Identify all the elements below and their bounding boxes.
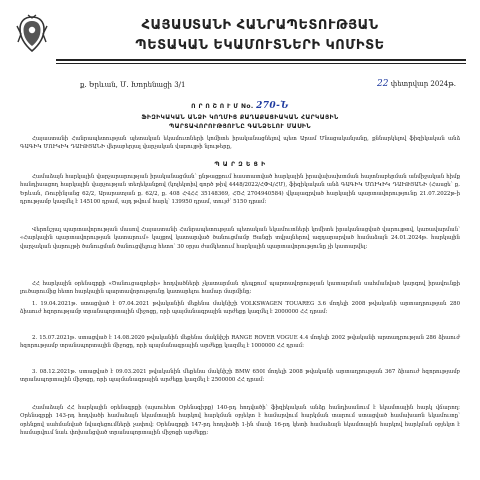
document-date	[377, 79, 456, 89]
order-title	[0, 101, 480, 111]
date-rest: փետրվար 2024թ.	[390, 80, 456, 88]
date-day-handwritten: 22	[377, 79, 389, 89]
body-paragraph: ՀՀ հարկային օրենսգրքի «Ծանուցագրերի» հոդվածների չկատարման դեպքում պարտավորության կատարման սահմանված կարգով իրավունքի լուծարումից հետո հարկային պարտավորությունը կատարելու համար մարմինը:	[20, 281, 460, 296]
decided-heading: Պ Ա Ր Զ Ե Ց Ի	[214, 161, 266, 168]
authority-committee-heading: ՊԵՏԱԿԱՆ ԵԿԱՄՈՒՏՆԵՐԻ ԿՈՄԻՏԵ	[135, 38, 385, 53]
order-subject-line-2: ՊԱՐՏԱՎՈՐՈՒԹՅՈՒՆԸ ԳԱՆՁԵԼՈՒ ՄԱՍԻՆ	[169, 123, 311, 130]
order-label: Ո Ր Ո Շ Ո Ւ Մ	[191, 103, 239, 110]
body-paragraph: Համաձայն ՀՀ հարկային օրենսգրքի (այսուհետ Օրենսգիրք) 140-րդ հոդվածի՝ ֆիզիկական անձը հանդիսանում է եկամտային հարկ վճարող: Օրենսգրքի 143-րդ հոդվածի համաձայն եկամտային հարկով հարկման օբյեկտ է համարվում հարկման տարում ստացված համախառն եկամուտը՝ օրենքով սահմանված նվազեցումների չափով: Օրենսգրքի 147-րդ հոդվածի 1-ին մասի 16-րդ կետի համաձայն եկամտային հարկով հարկման օբյեկտ է համարվում նաև փոխանցված տրանսպորտային միջոցի արժեքը:	[20, 405, 460, 437]
header-divider-thin	[56, 63, 466, 64]
vehicle-list-item: 3. 08.12.2021թ. ստացված է 09.03.2021 թվականին մեքենա մակնիշի BMW 650I մոդելի 2008 թվականի արտադրության 367 ձիաուժ հզորությամբ տրանսպորտային միջոցը, որի պայմանագրային արժեքը կազմել է 2500000 ՀՀ դրամ:	[20, 369, 460, 384]
authority-country-heading: ՀԱՅԱՍՏԱՆԻ ՀԱՆՐԱՊԵՏՈՒԹՅԱՆ	[141, 18, 379, 33]
body-paragraph: Վերոնշյալ պարտավորության մասով Հայաստանի Հանրապետության պետական եկամուտների կոմիտե իրականացված վարույթով, կառավարման՝ «Հարկային պարտավորության կատարում» կայքով կատարված ծանուցմամբ Ցանցի տվյալներով ազդարարված համաձայն 24.01.2024թ. հարկային վարչական վարույթի ծանուցման ծանուցվելուց հետո՝ 30 օրյա ժամկետում հարկային պարտավորությունը չի կատարվել:	[20, 227, 460, 250]
order-number-handwritten: 270-Ն	[256, 101, 289, 111]
intro-paragraph: Հայաստանի Հանրապետության պետական եկամուտների կոմիտե իրականացնելով պետ Արամ Մնացականյանը, քննարկելով ֆիզիկական անձ ԳԱԳԻԿ ՄՈՒԿԻԿ ԴԱՒԹՅԱՆԻ վերաբերյալ վարչական վարույթի նյութերը,	[20, 136, 460, 151]
address-text: ք. Երևան, Մ. Խորենացի 3/1	[80, 81, 186, 89]
header-divider	[56, 59, 466, 61]
body-paragraph: Համաձայն հարկային վարչարարության իրականացման՝ ընթացքում հաստատված հարկային իրավախախտման հայտնաբերման անմիջական հիմք հանդիսացող հարկային վարչության տեղեկանքով (կոլեկտիվ գործ թիվ 4448/2022/ՀՓՎ/ՀՄ), ֆիզիկական անձ ԳԱԳԻԿ ՄՈՒԿԻԿ ԴԱՒԹՅԱՆԻ (Հասցե՝ ք. Երևան, Ռուբինյանց 62/2, Արարատյան ք. 62/2, ք. 408 ՀՎՀՀ 35148369, ՀԾՀ 2704940584) վկայագրված հարկային պարտավորությունը 21.07.2022թ-ի դրությամբ կազմել է 145100 դրամ, այդ թվում հարկ՝ 139950 դրամ, տույժ՝ 5150 դրամ:	[20, 174, 460, 206]
order-number-label: No.	[240, 103, 254, 110]
coat-of-arms-emblem-icon	[14, 14, 50, 54]
order-subject-line-1: ՖԻԶԻԿԱԿԱՆ ԱՆՁԻ ԿՈՂՄԻՑ ՔԱՂԱՔԱՑԻԱԿԱՆ ՀԱՐԿԱՅԻՆ	[141, 114, 339, 121]
vehicle-list-item: 2. 15.07.2021թ. ստացված է 14.08.2020 թվականին մեքենա մակնիշի RANGE ROVER VOGUE 4.4 մոդելի 2002 թվականի արտադրության 286 ձիաուժ հզորությամբ տրանսպորտային միջոցը, որի պայմանագրային արժեքը կազմել է 1000000 ՀՀ դրամ:	[20, 335, 460, 350]
vehicle-list-item: 1. 19.04.2021թ. ստացված է 07.04.2021 թվականին մեքենա մակնիշի VOLKSWAGEN TOUAREG 3.6 մոդելի 2008 թվականի արտադրության 280 ձիաուժ հզորությամբ տրանսպորտային միջոցը, որի պայմանագրային արժեքը կազմել է 2000000 ՀՀ դրամ:	[20, 301, 460, 316]
